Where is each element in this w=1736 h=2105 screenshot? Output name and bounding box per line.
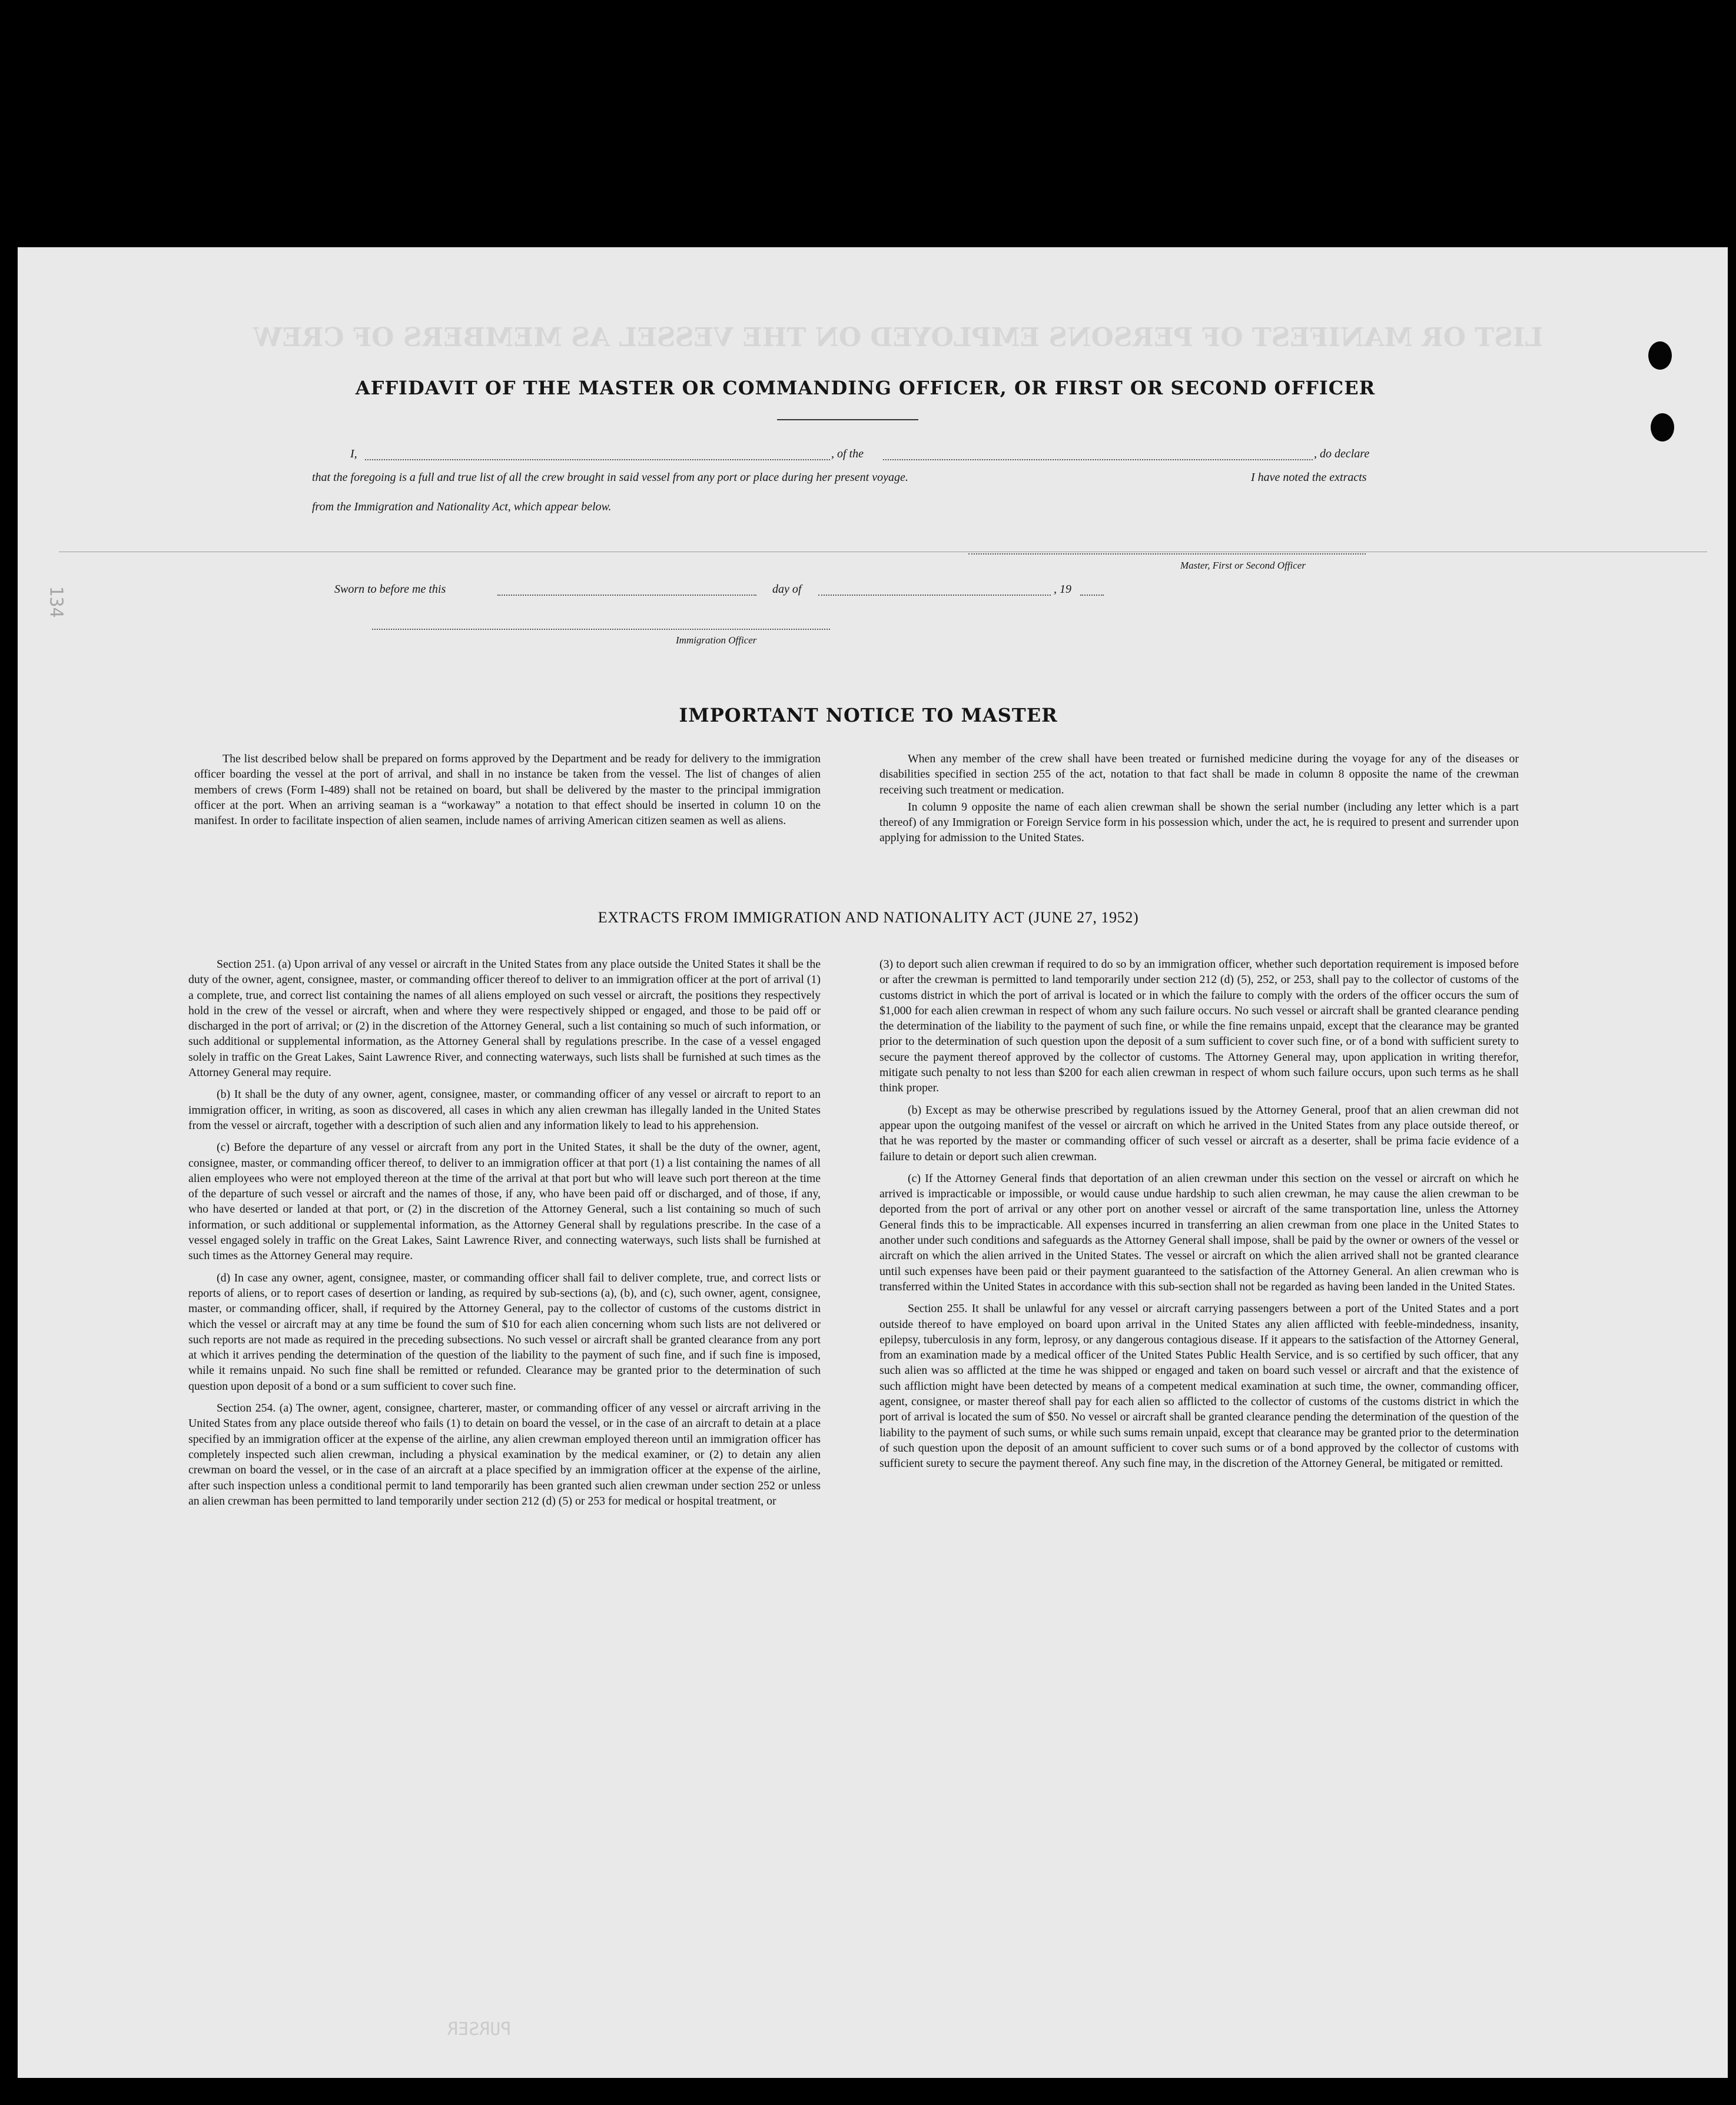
section-254-a-cont: (3) to deport such alien crewman if required to do so by an immigration officer, whether such deportation requirement is imposed before or after the crewman is permitted to land temporarily under section 212 (d) (5), 252, or 253, shall pay to the collector of customs of the customs district in which the port of arrival is located or in which the failure to comply with the orders of the officer occurs the sum of $1,000 for each alien crewman in respect of whom any such failure occurs. No such vessel or aircraft shall be granted clearance pending the determination of the liability to the payment of such fine, or while the fine remains unpaid, except that the clearance may be granted prior to the determination of such question upon the deposit of a sum sufficient to cover such fine, or of a bond with sufficient surety to secure the payment thereof approved by the collector of customs. The Attorney General may, upon application in writing therefor, mitigate such penalty to not less than $200 for each alien crewman in respect of whom such failure occurs, upon such terms as he shall think proper. [879,958,1519,1095]
sworn-year-field[interactable] [1080,595,1104,596]
section-251-a: Section 251. (a) Upon arrival of any vessel or aircraft in the United States from any place outside the United States it shall be the duty of the owner, agent, consignee, master, or commanding officer thereof to deliver to an immigration officer at the port of arrival (1) a complete, true, and correct list containing the names of all aliens employed on such vessel or aircraft, the positions they respectively hold in the crew of the vessel or aircraft, when and where they were respectively shipped or engaged, and those to be paid off or discharged in the port of arrival; or (2) in the discretion of the Attorney General, such a list containing so much of such information, or such additional or supplemental information, as the Attorney General shall by regulations prescribe. In the case of a vessel engaged solely in traffic on the Great Lakes, Saint Lawrence River, and connecting waterways, such lists shall be furnished at such times as the Attorney General may require. [188,958,821,1080]
officer-signature-field[interactable] [372,629,830,630]
section-251-d: (d) In case any owner, agent, consignee, master, or commanding officer shall fail to deliver complete, true, and correct lists or reports of aliens, or to report cases of desertion or landing, as required by sub-sections (a), (b), and (c), such owner, agent, consignee, master, or commanding officer, shall, if required by the Attorney General, pay to the collector of customs of the customs district in which the vessel or aircraft may at any time be found the sum of $10 for each alien concerning whom such lists are not delivered or such reports are not made as required in the preceding subsections. No such vessel or aircraft shall be granted clearance from any port at which it arrives pending the determination of the question of the liability to the payment of such fine, and if such fine is imposed, while it remains unpaid. No such fine shall be remitted or refunded. Clearance may be granted prior to the determination of such question upon deposit of a bond or a sum sufficient to cover such fine. [188,1271,821,1393]
year-label: , 19 [1054,583,1071,596]
extracts-right-column [879,957,1519,1478]
sworn-month-field[interactable] [818,595,1051,596]
notice-right-paragraph-2: In column 9 opposite the name of each alien crewman shall be shown the serial number (including any letter which is a part thereof) of any Immigration or Foreign Service form in his possession which, under the act, he is required to present and surrender upon applying for admission to the United States. [879,800,1519,845]
punch-hole-bottom [1651,413,1674,441]
section-254-c: (c) If the Attorney General finds that deportation of an alien crewman under this section on the vessel or aircraft on which he arrived is impracticable or impossible, or would cause undue hardship to such alien crewman, he may cause the alien crewman to be deported from the port of arrival or any other port on another vessel or aircraft of the same transportation line, unless the Attorney General finds this to be impracticable. All expenses incurred in transferring an alien crewman from one place in the United States to another under such conditions and safeguards as the Attorney General shall impose, shall be paid by the owner or owners of the vessel or aircraft on which the alien arrived in the United States. The vessel or aircraft on which the alien arrived shall not be granted clearance until such expenses have been paid or their payment guaranteed to the satisfaction of the Attorney General. An alien crewman who is transferred within the United States in accordance with this sub-section shall not be regarded as having been landed in the United States. [879,1171,1519,1293]
notice-right-column [879,751,1519,852]
notice-left-paragraph: The list described below shall be prepared on forms approved by the Department and be ready for delivery to the immigration officer boarding the vessel at the port of arrival, and shall in no instance be taken from the vessel. The list of changes of alien members of crews (Form I-489) shall not be retained on board, but shall be delivered by the master to the principal immigration officer at the port. When an arriving seaman is a “workaway” a notation to that effect should be inserted in column 10 on the manifest. In order to facilitate inspection of alien seamen, include names of arriving American citizen seamen as well as aliens. [194,752,821,828]
title-underline [777,419,918,420]
notice-right-paragraph-1: When any member of the crew shall have been treated or furnished medicine during the voyage for any of the diseases or disabilities specified in section 255 of the act, notation to that fact shall be made in column 8 opposite the name of the crewman receiving such treatment or medication. [879,752,1519,796]
officer-label: Immigration Officer [676,635,757,646]
bleed-through-stamp: PURSER [447,2019,512,2040]
day-of-label: day of [772,583,802,596]
section-254-a: Section 254. (a) The owner, agent, consignee, charterer, master, or commanding officer of any vessel or aircraft arriving in the United States from any place outside thereof who fails (1) to detain on board the vessel, or in the case of an aircraft to detain at a place specified by an immigration officer at the expense of the airline, any alien crewman employed thereon until an immigration officer has completely inspected such alien crewman, including a physical examination by the medical examiner, or (2) to detain any alien crewman on board the vessel, or in the case of an aircraft at a place specified by an immigration officer at the expense of the airline, after such inspection unless a conditional permit to land temporarily has been granted such alien crewman under section 252 or unless an alien crewman has been permitted to land temporarily under section 212 (d) (5) or 253 for medical or hospital treatment, or [188,1402,821,1508]
notice-title: IMPORTANT NOTICE TO MASTER [679,704,1058,726]
vessel-field[interactable] [883,459,1313,460]
declare-statement-end: from the Immigration and Nationality Act, which appear below. [312,500,612,513]
declare-line-i: I, [350,447,357,460]
sworn-label: Sworn to before me this [334,583,446,596]
master-signature-field[interactable] [968,553,1366,555]
declare-line-end: , do declare [1314,447,1370,460]
margin-mark: 134 [45,586,67,618]
affidavit-title: AFFIDAVIT OF THE MASTER OR COMMANDING OFFICER, OR FIRST OR SECOND OFFICER [355,377,1376,399]
section-255: Section 255. It shall be unlawful for any vessel or aircraft carrying passengers between a port of the United States and a port outside thereof to have employed on board upon arrival in the United States any alien afflicted with feeble-mindedness, insanity, epilepsy, tuberculosis in any form, leprosy, or any dangerous contagious disease. If it appears to the satisfaction of the Attorney General, from an examination made by a medical officer of the United States Public Health Service, and is so certified by such officer, that any such alien was so afflicted at the time he was shipped or engaged and taken on board such vessel or aircraft and that the existence of such affliction might have been detected by means of a competent medical examination at such time, the owner, commanding officer, agent, consignee, or master thereof shall pay for each alien so afflicted to the collector of customs of the customs district in which the port of arrival is located the sum of $50. No vessel or aircraft shall be granted clearance pending the determination of the question of the liability to the payment of such sums, or while such sums remain unpaid, except that clearance may be granted prior to the determination of such question upon the deposit of an amount sufficient to cover such sums or of a bond approved by the collector of customs with sufficient surety to secure the payment thereof. Any such fine may, in the discretion of the Attorney General, be mitigated or remitted. [879,1302,1519,1470]
section-251-b: (b) It shall be the duty of any owner, agent, consignee, master, or commanding officer of any vessel or aircraft to report to an immigration officer, in writing, as soon as discovered, all cases in which any alien crewman has illegally landed in the United States from the vessel or aircraft, together with a description of such alien and any information likely to lead to his apprehension. [188,1088,821,1132]
sworn-day-field[interactable] [497,595,756,596]
punch-hole-top [1648,341,1672,370]
declare-line-of: , of the [831,447,864,460]
extracts-left-column [188,957,821,1515]
notice-left-column [194,751,821,835]
section-254-b: (b) Except as may be otherwise prescribed by regulations issued by the Attorney General, proof that an alien crewman did not appear upon the outgoing manifest of the vessel or aircraft on which he arrived in the United States from any place outside thereof, or that he was reported by the master or commanding officer of such vessel or aircraft as a deserter, shall be prima facie evidence of a failure to detain or deport such alien crewman. [879,1103,1519,1163]
declare-statement-right: I have noted the extracts [1251,471,1367,484]
extracts-title: EXTRACTS FROM IMMIGRATION AND NATIONALITY ACT (JUNE 27, 1952) [598,909,1139,926]
bleed-through-header: LIST OR MANIFEST OF PERSONS EMPLOYED ON THE VESSEL AS MEMBERS OF CREW [253,323,1544,353]
name-field[interactable] [365,459,830,460]
declare-statement: that the foregoing is a full and true list of all the crew brought in said vessel from any port or place during her present voyage. [312,471,908,484]
section-251-c: (c) Before the departure of any vessel or aircraft from any port in the United States, it shall be the duty of the owner, agent, consignee, master, or commanding officer thereof, to deliver to an immigration officer at that port (1) a list containing the names of all alien employees who were not employed thereon at the time of the arrival at that port but who will leave such port thereon at the time of the departure of such vessel or aircraft and the names of those, if any, who have been paid off or discharged, and of those, if any, who have deserted or landed at that port, or (2) in the discretion of the Attorney General, such a list containing so much of such information, or such additional or supplemental information, as the Attorney General shall by regulations prescribe. In the case of a vessel engaged solely in traffic on the Great Lakes, Saint Lawrence River, and connecting waterways, such lists shall be furnished at such times as the Attorney General may require. [188,1141,821,1263]
master-label: Master, First or Second Officer [1180,560,1306,571]
